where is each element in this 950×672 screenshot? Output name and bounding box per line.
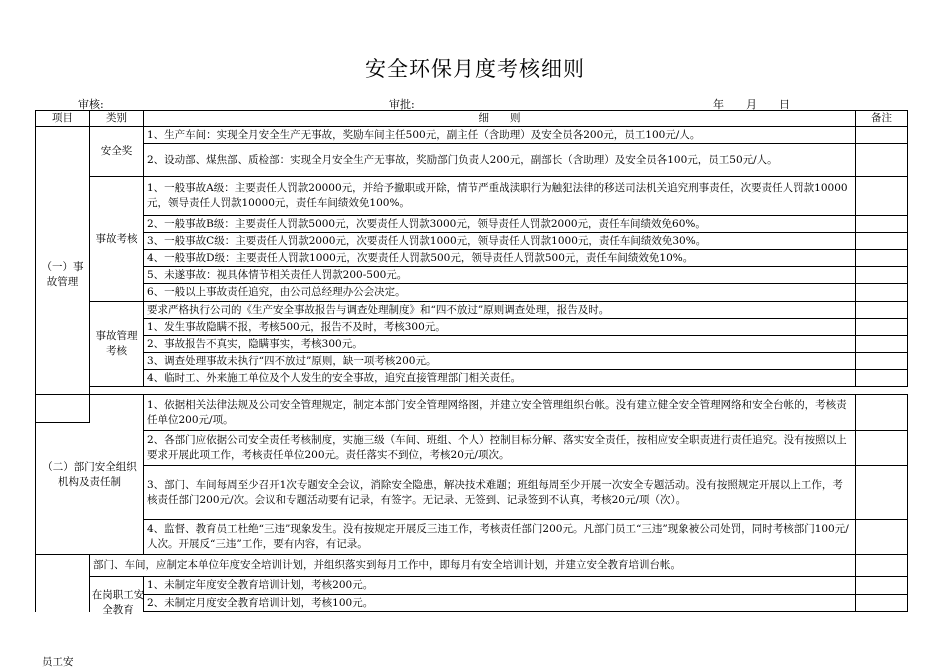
detail-cell: 1、未制定年度安全教育培训计划，考核200元。 [144, 577, 856, 595]
detail-cell: 2、设动部、煤焦部、质检部：实现全月安全生产无事故，奖励部门负责人200元，副部长（含助理）及安全员各100元，员工50元/人。 [144, 144, 856, 177]
assessment-table-continued [35, 394, 908, 555]
col-header-item: 项目 [36, 111, 90, 127]
remark-cell [856, 267, 908, 284]
table-row [36, 250, 908, 267]
remark-cell [856, 353, 908, 370]
remark-cell [856, 284, 908, 302]
table-row [36, 595, 908, 612]
detail-cell: 4、监督、教育员工杜绝“三违”现象发生。没有按规定开展反三违工作，考核责任部门200元。凡部门员工“三违”现象被公司处罚，同时考核部门100元/人次。开展反“三违”工作，要有内容，有记录。 [144, 520, 856, 555]
detail-cell: 6、一般以上事故责任追究，由公司总经理办公会决定。 [144, 284, 856, 302]
col-header-category: 类别 [90, 111, 144, 127]
section-label-cell [36, 577, 90, 595]
table-row [36, 216, 908, 233]
section-label-employee-safety: 员工安 [42, 656, 74, 668]
table-row [36, 233, 908, 250]
detail-cell: 2、事故报告不真实，隐瞒事实，考核300元。 [144, 336, 856, 353]
category-label-onduty-safety-education: 在岗职工安全教育 [91, 589, 145, 616]
remark-cell [856, 250, 908, 267]
detail-cell: 1、发生事故隐瞒不报，考核500元，报告不及时，考核300元。 [144, 319, 856, 336]
table-row [36, 466, 908, 520]
document-title: 安全环保月度考核细则 [365, 57, 585, 81]
assessment-table [35, 110, 908, 423]
remark-cell [856, 520, 908, 555]
detail-cell: 要求严格执行公司的《生产安全事故报告与调查处理制度》和“四不放过”原则调查处理，报告及时。 [144, 302, 856, 319]
remark-cell [856, 577, 908, 595]
review-label: 审核: [78, 98, 104, 111]
table-row [36, 302, 908, 319]
table-row [36, 319, 908, 336]
col-header-details: 细 则 [144, 111, 856, 127]
table-row [36, 177, 908, 216]
detail-cell: 2、各部门应依据公司安全责任考核制度，实施三级（车间、班组、个人）控制目标分解、落实安全责任，按相应安全职责进行责任追究。没有按照以上要求开展此项工作，考核责任单位200元。责任落实不到位，考核20元/项次。 [144, 431, 856, 466]
table-row [36, 370, 908, 387]
section-label-accident-management: （一）事故管理 [36, 127, 90, 423]
category-label-accident-mgmt-assessment: 事故管理考核 [90, 302, 144, 387]
table-header-row [36, 111, 908, 127]
col-header-remarks: 备注 [856, 111, 908, 127]
detail-cell: 1、一般事故A级：主要责任人罚款20000元，并给予撤职或开除，情节严重战渎职行为触犯法律的移送司法机关追究刑事责任，次要责任人罚款10000元，领导责任人罚款10000元，责任车间绩效免100%。 [144, 177, 856, 216]
table-row [36, 353, 908, 370]
detail-cell: 2、未制定月度安全教育培训计划，考核100元。 [144, 595, 856, 612]
remark-cell [856, 177, 908, 216]
remark-cell [856, 127, 908, 144]
detail-cell: 3、部门、车间每周至少召开1次专题安全会议，消除安全隐患，解决技术难题；班组每周至少开展一次安全专题活动。没有按照规定开展以上工作，考核责任部门200元/次。会议和专题活动要有记录，有签字。无记录、无签到、记录签到不认真，考核20元/项（次）。 [144, 466, 856, 520]
remark-cell [856, 595, 908, 612]
remark-cell [856, 431, 908, 466]
table-row [36, 555, 908, 577]
table-row [36, 577, 908, 595]
category-label-accident-assessment: 事故考核 [90, 177, 144, 302]
remark-cell [856, 216, 908, 233]
remark-cell [856, 319, 908, 336]
remark-cell [856, 336, 908, 353]
section-label-dept-safety-org: （二）部门安全组织机构及责任制 [36, 395, 144, 555]
table-row [36, 267, 908, 284]
table-row [36, 431, 908, 466]
remark-cell [856, 370, 908, 387]
detail-cell: 1、依据相关法律法规及公司安全管理规定，制定本部门安全管理网络图，并建立安全管理组织台帐。没有建立健全安全管理网络和安全台帐的，考核责任单位200元/项。 [144, 395, 856, 431]
assessment-table-section3 [35, 554, 908, 612]
remark-cell [856, 144, 908, 177]
table-row [36, 144, 908, 177]
detail-cell: 4、临时工、外来施工单位及个人发生的安全事故，追究直接管理部门相关责任。 [144, 370, 856, 387]
table-row [36, 520, 908, 555]
remark-cell [856, 395, 908, 431]
detail-cell: 1、生产车间：实现全月安全生产无事故，奖励车间主任500元，副主任（含助理）及安全员各200元，员工100元/人。 [144, 127, 856, 144]
detail-cell: 3、调查处理事故未执行“四不放过”原则，缺一项考核200元。 [144, 353, 856, 370]
remark-cell [856, 302, 908, 319]
section-label-cell [36, 595, 90, 612]
date-label: 年 月 日 [713, 98, 790, 111]
detail-cell: 部门、车间，应制定本单位年度安全培训计划，并组织落实到每月工作中，即每月有安全培训计划，并建立安全教育培训台帐。 [90, 555, 856, 577]
table-row [36, 336, 908, 353]
detail-cell: 3、一般事故C级：主要责任人罚款2000元，次要责任人罚款1000元，领导责任人罚款1000元，责任车间绩效免30%。 [144, 233, 856, 250]
detail-cell: 5、未遂事故：视具体情节相关责任人罚款200-500元。 [144, 267, 856, 284]
table-row [36, 284, 908, 302]
section-label-cell [36, 555, 90, 577]
category-label-safety-award: 安全奖 [90, 127, 144, 177]
remark-cell [856, 233, 908, 250]
table-row [36, 395, 908, 431]
detail-cell: 4、一般事故D级：主要责任人罚款1000元，次要责任人罚款500元，领导责任人罚款500元，责任车间绩效免10%。 [144, 250, 856, 267]
remark-cell [856, 466, 908, 520]
table-row [36, 127, 908, 144]
approve-label: 审批: [389, 98, 415, 111]
remark-cell [856, 555, 908, 577]
detail-cell: 2、一般事故B级：主要责任人罚款5000元，次要责任人罚款3000元，领导责任人罚款2000元，责任车间绩效免60%。 [144, 216, 856, 233]
